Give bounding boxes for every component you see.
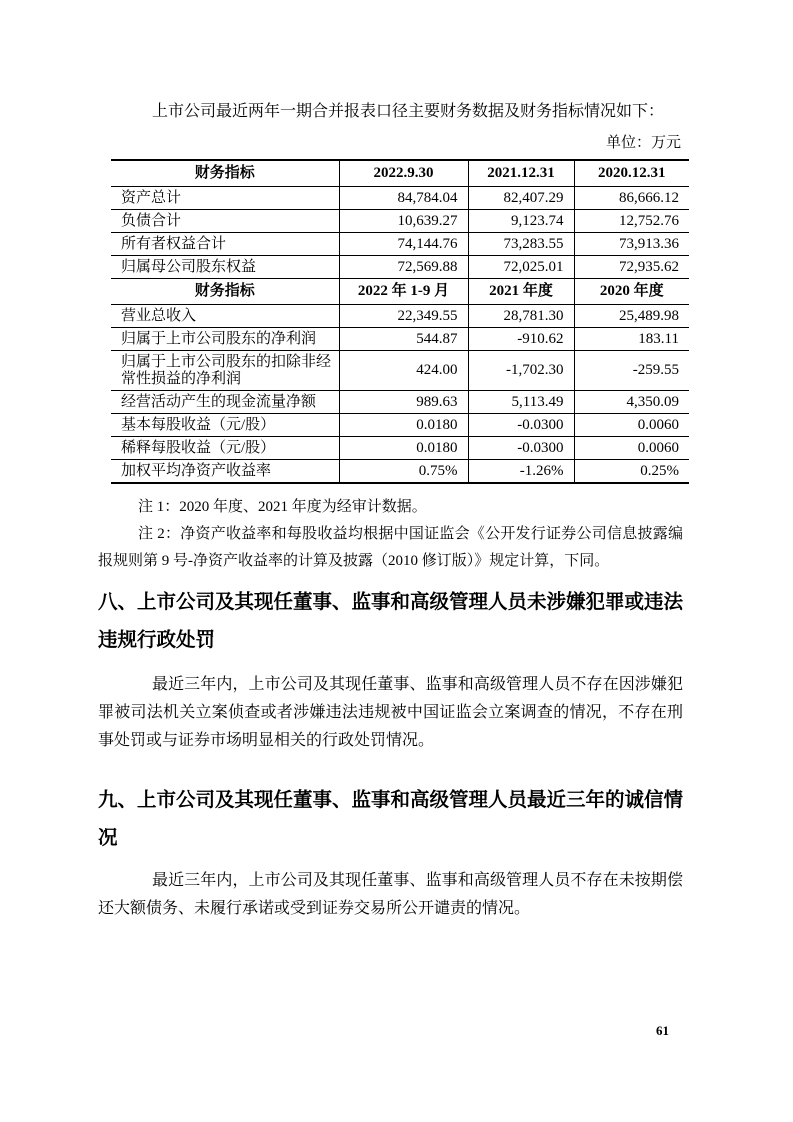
value-cell: 0.25%	[574, 460, 689, 484]
value-cell: 28,781.30	[468, 305, 574, 328]
indicator-label-cell: 加权平均净资产收益率	[111, 460, 339, 484]
value-cell: -910.62	[468, 328, 574, 351]
header-cell: 2022 年 1-9 月	[339, 279, 468, 305]
table-row	[111, 233, 689, 256]
value-cell: 4,350.09	[574, 391, 689, 414]
indicator-label-cell: 归属于上市公司股东的净利润	[111, 328, 339, 351]
value-cell: 73,913.36	[574, 233, 689, 256]
value-cell: -259.55	[574, 351, 689, 391]
table-row	[111, 414, 689, 437]
value-cell: 22,349.55	[339, 305, 468, 328]
table-row	[111, 210, 689, 233]
table-header-row-balance	[111, 160, 689, 187]
value-cell: 5,113.49	[468, 391, 574, 414]
header-cell: 2021.12.31	[468, 160, 574, 187]
indicator-label-cell: 稀释每股收益（元/股）	[111, 437, 339, 460]
indicator-label-cell: 基本每股收益（元/股）	[111, 414, 339, 437]
value-cell: -1,702.30	[468, 351, 574, 391]
section-heading-8: 八、上市公司及其现任董事、监事和高级管理人员未涉嫌犯罪或违法违规行政处罚	[98, 591, 684, 651]
value-cell: 0.75%	[339, 460, 468, 484]
indicator-label-cell: 归属于上市公司股东的扣除非经常性损益的净利润	[111, 351, 339, 391]
value-cell: 10,639.27	[339, 210, 468, 233]
indicator-label-cell: 归属母公司股东权益	[111, 256, 339, 279]
value-cell: 86,666.12	[574, 187, 689, 210]
value-cell: 9,123.74	[468, 210, 574, 233]
header-cell: 2020.12.31	[574, 160, 689, 187]
value-cell: 0.0060	[574, 414, 689, 437]
section-body-9: 最近三年内，上市公司及其现任董事、监事和高级管理人员不存在未按期偿还大额债务、未履行承诺或受到证券交易所公开谴责的情况。	[98, 872, 683, 917]
page-number: 61	[656, 1023, 669, 1038]
header-cell: 财务指标	[111, 160, 339, 187]
value-cell: 84,784.04	[339, 187, 468, 210]
value-cell: -0.0300	[468, 414, 574, 437]
note-1: 注 1：2020 年度、2021 年度为经审计数据。	[138, 499, 427, 515]
indicator-label-cell: 资产总计	[111, 187, 339, 210]
value-cell: 0.0180	[339, 437, 468, 460]
value-cell: 989.63	[339, 391, 468, 414]
value-cell: -1.26%	[468, 460, 574, 484]
note-2: 注 2：净资产收益率和每股收益均根据中国证监会《公开发行证券公司信息披露编报规则第 9 号-净资产收益率的计算及披露（2010 修订版）》规定计算，下同。	[98, 526, 683, 569]
value-cell: 424.00	[339, 351, 468, 391]
table-row	[111, 328, 689, 351]
value-cell: 544.87	[339, 328, 468, 351]
value-cell: 72,025.01	[468, 256, 574, 279]
indicator-label-cell: 经营活动产生的现金流量净额	[111, 391, 339, 414]
indicator-label-cell: 所有者权益合计	[111, 233, 339, 256]
table-row	[111, 305, 689, 328]
header-cell: 2022.9.30	[339, 160, 468, 187]
table-row	[111, 391, 689, 414]
value-cell: 0.0060	[574, 437, 689, 460]
table-row	[111, 351, 689, 391]
table-row	[111, 256, 689, 279]
intro-paragraph: 上市公司最近两年一期合并报表口径主要财务数据及财务指标情况如下：	[152, 103, 665, 120]
unit-label: 单位：万元	[605, 135, 681, 151]
header-cell: 财务指标	[111, 279, 339, 305]
header-cell: 2020 年度	[574, 279, 689, 305]
table-row	[111, 460, 689, 484]
header-cell: 2021 年度	[468, 279, 574, 305]
indicator-label-cell: 负债合计	[111, 210, 339, 233]
financial-indicators-table	[111, 159, 689, 484]
value-cell: 72,935.62	[574, 256, 689, 279]
value-cell: 72,569.88	[339, 256, 468, 279]
value-cell: 25,489.98	[574, 305, 689, 328]
value-cell: 73,283.55	[468, 233, 574, 256]
table-row	[111, 187, 689, 210]
value-cell: 0.0180	[339, 414, 468, 437]
value-cell: -0.0300	[468, 437, 574, 460]
table-row	[111, 437, 689, 460]
value-cell: 12,752.76	[574, 210, 689, 233]
table-header-row-income	[111, 279, 689, 305]
value-cell: 74,144.76	[339, 233, 468, 256]
section-heading-9: 九、上市公司及其现任董事、监事和高级管理人员最近三年的诚信情况	[98, 789, 684, 849]
section-body-8: 最近三年内，上市公司及其现任董事、监事和高级管理人员不存在因涉嫌犯罪被司法机关立案侦查或者涉嫌违法违规被中国证监会立案调查的情况，不存在刑事处罚或与证券市场明显相关的行政处罚情况。	[98, 676, 683, 749]
value-cell: 82,407.29	[468, 187, 574, 210]
indicator-label-cell: 营业总收入	[111, 305, 339, 328]
value-cell: 183.11	[574, 328, 689, 351]
